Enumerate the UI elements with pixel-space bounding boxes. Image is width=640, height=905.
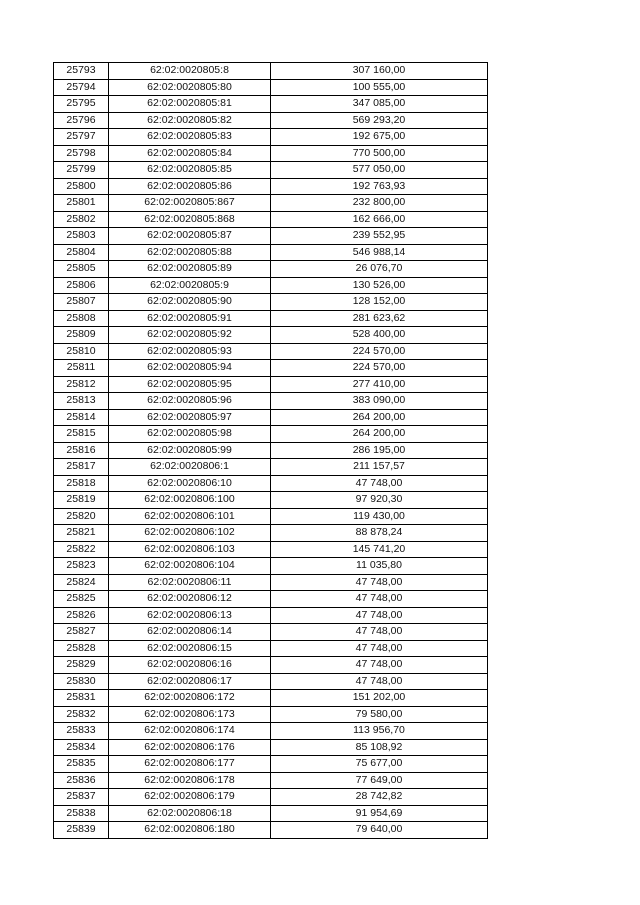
table-row: [54, 789, 488, 806]
table-row: [54, 376, 488, 393]
table-row: [54, 607, 488, 624]
row-number-cell: 25805: [54, 261, 109, 278]
value-cell: 47 748,00: [271, 640, 488, 657]
value-cell: 347 085,00: [271, 96, 488, 113]
row-number-cell: 25800: [54, 178, 109, 195]
table-row: [54, 640, 488, 657]
cadastral-number-cell: 62:02:0020806:176: [109, 739, 271, 756]
row-number-cell: 25808: [54, 310, 109, 327]
table-row: [54, 492, 488, 509]
cadastral-number-cell: 62:02:0020806:103: [109, 541, 271, 558]
value-cell: 286 195,00: [271, 442, 488, 459]
table-row: [54, 409, 488, 426]
row-number-cell: 25819: [54, 492, 109, 509]
cadastral-number-cell: 62:02:0020806:179: [109, 789, 271, 806]
row-number-cell: 25811: [54, 360, 109, 377]
value-cell: 28 742,82: [271, 789, 488, 806]
table-body: [54, 63, 488, 839]
cadastral-number-cell: 62:02:0020806:16: [109, 657, 271, 674]
table-row: [54, 343, 488, 360]
cadastral-number-cell: 62:02:0020806:13: [109, 607, 271, 624]
value-cell: 79 640,00: [271, 822, 488, 839]
cadastral-number-cell: 62:02:0020805:95: [109, 376, 271, 393]
row-number-cell: 25830: [54, 673, 109, 690]
row-number-cell: 25824: [54, 574, 109, 591]
table-row: [54, 360, 488, 377]
row-number-cell: 25837: [54, 789, 109, 806]
row-number-cell: 25838: [54, 805, 109, 822]
row-number-cell: 25793: [54, 63, 109, 80]
row-number-cell: 25807: [54, 294, 109, 311]
cadastral-number-cell: 62:02:0020805:93: [109, 343, 271, 360]
cadastral-number-cell: 62:02:0020805:99: [109, 442, 271, 459]
row-number-cell: 25821: [54, 525, 109, 542]
value-cell: 145 741,20: [271, 541, 488, 558]
value-cell: 113 956,70: [271, 723, 488, 740]
cadastral-number-cell: 62:02:0020806:17: [109, 673, 271, 690]
cadastral-number-cell: 62:02:0020806:15: [109, 640, 271, 657]
table-row: [54, 63, 488, 80]
table-row: [54, 723, 488, 740]
table-row: [54, 756, 488, 773]
table-row: [54, 96, 488, 113]
cadastral-number-cell: 62:02:0020805:90: [109, 294, 271, 311]
row-number-cell: 25823: [54, 558, 109, 575]
table-row: [54, 228, 488, 245]
row-number-cell: 25827: [54, 624, 109, 641]
cadastral-number-cell: 62:02:0020805:9: [109, 277, 271, 294]
value-cell: 130 526,00: [271, 277, 488, 294]
table-row: [54, 657, 488, 674]
row-number-cell: 25828: [54, 640, 109, 657]
row-number-cell: 25836: [54, 772, 109, 789]
row-number-cell: 25810: [54, 343, 109, 360]
table-row: [54, 145, 488, 162]
cadastral-number-cell: 62:02:0020806:104: [109, 558, 271, 575]
cadastral-number-cell: 62:02:0020806:174: [109, 723, 271, 740]
value-cell: 100 555,00: [271, 79, 488, 96]
value-cell: 47 748,00: [271, 607, 488, 624]
value-cell: 224 570,00: [271, 343, 488, 360]
cadastral-number-cell: 62:02:0020805:82: [109, 112, 271, 129]
cadastral-value-table: [53, 62, 488, 839]
row-number-cell: 25817: [54, 459, 109, 476]
value-cell: 577 050,00: [271, 162, 488, 179]
cadastral-number-cell: 62:02:0020805:80: [109, 79, 271, 96]
table-row: [54, 525, 488, 542]
table-row: [54, 706, 488, 723]
value-cell: 75 677,00: [271, 756, 488, 773]
value-cell: 192 763,93: [271, 178, 488, 195]
value-cell: 47 748,00: [271, 591, 488, 608]
cadastral-number-cell: 62:02:0020805:97: [109, 409, 271, 426]
row-number-cell: 25814: [54, 409, 109, 426]
table-row: [54, 79, 488, 96]
row-number-cell: 25829: [54, 657, 109, 674]
table-row: [54, 508, 488, 525]
value-cell: 264 200,00: [271, 409, 488, 426]
cadastral-number-cell: 62:02:0020806:10: [109, 475, 271, 492]
cadastral-number-cell: 62:02:0020806:14: [109, 624, 271, 641]
cadastral-number-cell: 62:02:0020805:86: [109, 178, 271, 195]
value-cell: 47 748,00: [271, 624, 488, 641]
row-number-cell: 25804: [54, 244, 109, 261]
table-row: [54, 195, 488, 212]
value-cell: 11 035,80: [271, 558, 488, 575]
cadastral-number-cell: 62:02:0020805:867: [109, 195, 271, 212]
cadastral-number-cell: 62:02:0020806:180: [109, 822, 271, 839]
value-cell: 211 157,57: [271, 459, 488, 476]
table-row: [54, 393, 488, 410]
cadastral-number-cell: 62:02:0020805:92: [109, 327, 271, 344]
table-row: [54, 690, 488, 707]
value-cell: 85 108,92: [271, 739, 488, 756]
row-number-cell: 25822: [54, 541, 109, 558]
table-row: [54, 294, 488, 311]
row-number-cell: 25801: [54, 195, 109, 212]
cadastral-number-cell: 62:02:0020805:94: [109, 360, 271, 377]
cadastral-number-cell: 62:02:0020806:173: [109, 706, 271, 723]
cadastral-number-cell: 62:02:0020806:11: [109, 574, 271, 591]
table-row: [54, 277, 488, 294]
table-row: [54, 805, 488, 822]
row-number-cell: 25806: [54, 277, 109, 294]
table-row: [54, 211, 488, 228]
value-cell: 97 920,30: [271, 492, 488, 509]
value-cell: 528 400,00: [271, 327, 488, 344]
row-number-cell: 25816: [54, 442, 109, 459]
row-number-cell: 25835: [54, 756, 109, 773]
table-row: [54, 327, 488, 344]
table-row: [54, 112, 488, 129]
cadastral-number-cell: 62:02:0020805:88: [109, 244, 271, 261]
row-number-cell: 25831: [54, 690, 109, 707]
row-number-cell: 25812: [54, 376, 109, 393]
table-row: [54, 459, 488, 476]
row-number-cell: 25825: [54, 591, 109, 608]
table-row: [54, 475, 488, 492]
cadastral-number-cell: 62:02:0020805:87: [109, 228, 271, 245]
cadastral-number-cell: 62:02:0020806:101: [109, 508, 271, 525]
value-cell: 119 430,00: [271, 508, 488, 525]
row-number-cell: 25826: [54, 607, 109, 624]
table-row: [54, 310, 488, 327]
table-row: [54, 624, 488, 641]
value-cell: 224 570,00: [271, 360, 488, 377]
cadastral-number-cell: 62:02:0020805:84: [109, 145, 271, 162]
value-cell: 770 500,00: [271, 145, 488, 162]
value-cell: 47 748,00: [271, 574, 488, 591]
row-number-cell: 25832: [54, 706, 109, 723]
cadastral-number-cell: 62:02:0020806:12: [109, 591, 271, 608]
value-cell: 239 552,95: [271, 228, 488, 245]
row-number-cell: 25795: [54, 96, 109, 113]
value-cell: 569 293,20: [271, 112, 488, 129]
row-number-cell: 25809: [54, 327, 109, 344]
row-number-cell: 25833: [54, 723, 109, 740]
cadastral-number-cell: 62:02:0020806:100: [109, 492, 271, 509]
value-cell: 281 623,62: [271, 310, 488, 327]
row-number-cell: 25818: [54, 475, 109, 492]
row-number-cell: 25794: [54, 79, 109, 96]
value-cell: 546 988,14: [271, 244, 488, 261]
value-cell: 79 580,00: [271, 706, 488, 723]
row-number-cell: 25798: [54, 145, 109, 162]
cadastral-number-cell: 62:02:0020805:96: [109, 393, 271, 410]
cadastral-number-cell: 62:02:0020806:177: [109, 756, 271, 773]
cadastral-number-cell: 62:02:0020806:102: [109, 525, 271, 542]
table-row: [54, 673, 488, 690]
table-row: [54, 822, 488, 839]
table-row: [54, 739, 488, 756]
value-cell: 151 202,00: [271, 690, 488, 707]
cadastral-number-cell: 62:02:0020805:81: [109, 96, 271, 113]
cadastral-number-cell: 62:02:0020805:91: [109, 310, 271, 327]
cadastral-number-cell: 62:02:0020806:178: [109, 772, 271, 789]
row-number-cell: 25834: [54, 739, 109, 756]
row-number-cell: 25803: [54, 228, 109, 245]
value-cell: 77 649,00: [271, 772, 488, 789]
table-row: [54, 558, 488, 575]
table-row: [54, 178, 488, 195]
cadastral-number-cell: 62:02:0020806:1: [109, 459, 271, 476]
value-cell: 128 152,00: [271, 294, 488, 311]
cadastral-number-cell: 62:02:0020805:98: [109, 426, 271, 443]
cadastral-number-cell: 62:02:0020805:868: [109, 211, 271, 228]
table-row: [54, 426, 488, 443]
row-number-cell: 25839: [54, 822, 109, 839]
row-number-cell: 25813: [54, 393, 109, 410]
table-row: [54, 244, 488, 261]
table-row: [54, 162, 488, 179]
cadastral-number-cell: 62:02:0020805:89: [109, 261, 271, 278]
value-cell: 277 410,00: [271, 376, 488, 393]
value-cell: 47 748,00: [271, 673, 488, 690]
row-number-cell: 25802: [54, 211, 109, 228]
table-row: [54, 541, 488, 558]
value-cell: 162 666,00: [271, 211, 488, 228]
value-cell: 26 076,70: [271, 261, 488, 278]
cadastral-number-cell: 62:02:0020805:83: [109, 129, 271, 146]
table-row: [54, 574, 488, 591]
cadastral-number-cell: 62:02:0020806:18: [109, 805, 271, 822]
value-cell: 232 800,00: [271, 195, 488, 212]
row-number-cell: 25799: [54, 162, 109, 179]
table-row: [54, 129, 488, 146]
cadastral-number-cell: 62:02:0020806:172: [109, 690, 271, 707]
table-row: [54, 261, 488, 278]
value-cell: 383 090,00: [271, 393, 488, 410]
cadastral-number-cell: 62:02:0020805:8: [109, 63, 271, 80]
value-cell: 88 878,24: [271, 525, 488, 542]
cadastral-number-cell: 62:02:0020805:85: [109, 162, 271, 179]
value-cell: 47 748,00: [271, 657, 488, 674]
value-cell: 264 200,00: [271, 426, 488, 443]
value-cell: 91 954,69: [271, 805, 488, 822]
value-cell: 47 748,00: [271, 475, 488, 492]
row-number-cell: 25797: [54, 129, 109, 146]
table-row: [54, 591, 488, 608]
table-row: [54, 442, 488, 459]
row-number-cell: 25815: [54, 426, 109, 443]
row-number-cell: 25796: [54, 112, 109, 129]
row-number-cell: 25820: [54, 508, 109, 525]
value-cell: 192 675,00: [271, 129, 488, 146]
value-cell: 307 160,00: [271, 63, 488, 80]
table-row: [54, 772, 488, 789]
